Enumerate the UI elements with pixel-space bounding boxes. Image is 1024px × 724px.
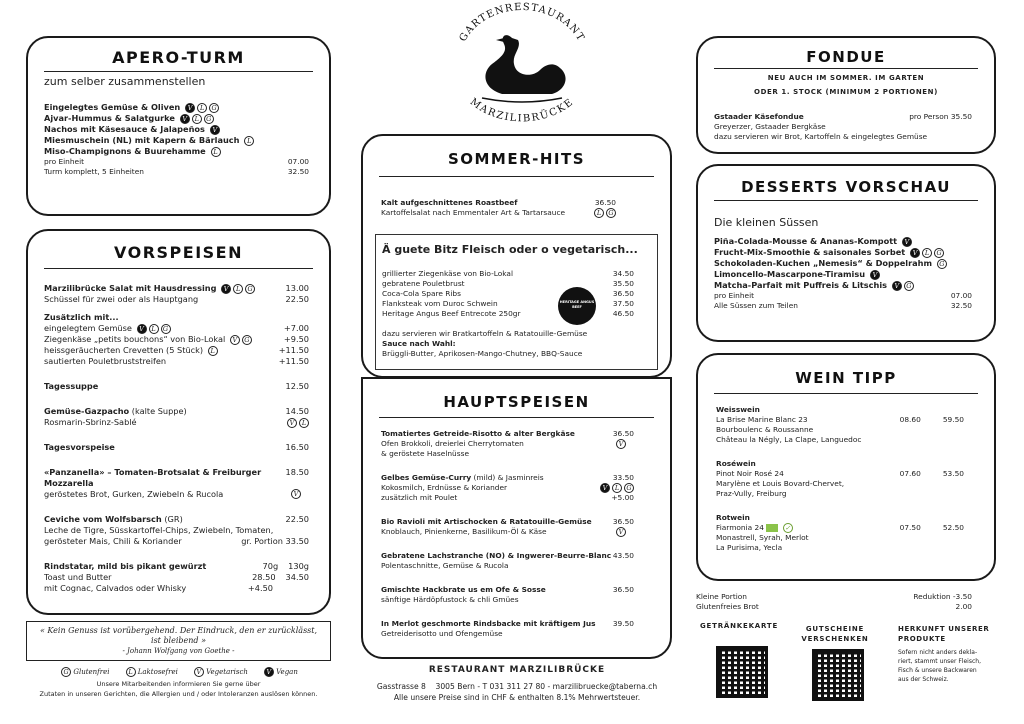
haupt-item-name: Tomatiertes Getreide-Risotto & alter Bergkäse <box>381 429 575 438</box>
wein-title: WEIN TIPP <box>795 369 897 387</box>
legend-note2: Zutaten in unseren Gerichten, die Allergien und / oder Intoleranzen auslösen können. <box>39 690 318 698</box>
haupt-item-name: Gelbes Gemüse-Curry <box>381 473 472 482</box>
wein-title-underline <box>714 393 978 394</box>
grill-price: 36.50 <box>612 289 634 298</box>
grill-item: grillierter Ziegenkäse von Bio-Lokal <box>382 269 513 278</box>
lactose-free-icon: L <box>233 284 243 294</box>
vegan-icon: V <box>600 483 610 493</box>
tatar-sub1: Toast und Butter <box>44 572 112 582</box>
extra-name: sautierten Pouletbruststreifen <box>44 356 167 366</box>
list-item: Miesmuschein (NL) mit Kapern & Bärlauch L <box>44 135 309 146</box>
wein-type: Roséwein <box>716 459 756 468</box>
grill-item: Flanksteak vom Duroc Schwein <box>382 299 498 308</box>
lactose-free-icon: L <box>197 103 207 113</box>
haupt-item-note: (mild) & Jasminreis <box>471 473 544 482</box>
grill-list <box>382 269 634 319</box>
angus-stamp-icon <box>558 287 596 325</box>
legend-laktosefrei: Laktosefrei <box>137 668 178 676</box>
haupt-item-name: Bio Ravioli mit Artischocken & Ratatouille-Gemüse <box>381 517 592 526</box>
tatar-p2: 34.50 <box>285 572 309 582</box>
wein-price-bottle: 59.50 <box>942 415 964 424</box>
vegetarian-icon: V <box>616 439 626 449</box>
price-row: pro Einheit 07.00 <box>44 157 309 166</box>
wein-line: Marylène et Louis Bovard-Chervet, <box>716 479 845 488</box>
fondue-subtitle <box>698 71 994 99</box>
roastbeef-price: 36.50 <box>594 198 616 207</box>
list-item: Ajvar-Hummus & Salatgurke V L G <box>44 113 309 124</box>
gazpacho-sub: Rosmarin-Sbrinz-Sablé <box>44 417 137 427</box>
roastbeef <box>381 198 616 218</box>
grill-item: gebratene Pouletbrust <box>382 279 465 288</box>
extra-name: Ziegenkäse „petits bouchons“ von Bio-Lokal <box>44 334 226 344</box>
wein-list <box>716 405 964 553</box>
wein-price-bottle: 52.50 <box>942 523 964 532</box>
herkunft-text: aus der Schweiz. <box>898 676 949 683</box>
lactose-free-icon: L <box>208 346 218 356</box>
sommer-box <box>361 134 672 378</box>
grill-note: dazu servieren wir Bratkartoffeln & Ratatouille-Gemüse <box>382 329 588 338</box>
tatar-name: Rindstatar, mild bis pikant gewürzt <box>44 561 207 571</box>
ceviche-note: (GR) <box>161 514 183 524</box>
gluten-free-icon: G <box>606 208 616 218</box>
tatar-p1: 28.50 <box>252 572 276 582</box>
logo <box>442 2 602 130</box>
lactose-free-icon: L <box>126 667 136 677</box>
list-item: Frucht-Mix-Smoothie & saisonales Sorbet V L G <box>714 247 972 258</box>
panzanella-price: 18.50 <box>285 467 309 477</box>
gluten-free-icon: G <box>61 667 71 677</box>
footer-address: Gasstrasse 8 3005 Bern - T 031 311 27 80 - marzilibruecke@taberna.ch <box>376 682 658 691</box>
sauce-title: Sauce nach Wahl: <box>382 339 456 348</box>
vorspeisen-title-underline <box>44 268 313 269</box>
desserts-title: DESSERTS VORSCHAU <box>741 178 951 196</box>
haupt-item-sub-price: +5.00 <box>611 493 634 502</box>
fondue-title-underline <box>714 68 978 69</box>
herkunft-text: riert, stammt unser Fleisch, <box>898 658 981 665</box>
legend-vegan: Vegan <box>276 668 298 676</box>
salat-name: Marzilibrücke Salat mit Hausdressing <box>44 283 217 293</box>
lactose-free-icon: L <box>594 208 604 218</box>
haupt-item-sub: Ofen Brokkoli, dreierlei Cherrytomaten <box>381 439 524 448</box>
tagesvorspeise-price: 16.50 <box>285 442 309 452</box>
gluten-price: 2.00 <box>955 602 972 611</box>
gluten-free-icon: G <box>204 114 214 124</box>
gluten-free-icon: G <box>934 248 944 258</box>
lactose-free-icon: L <box>192 114 202 124</box>
fondue-subtitle1: NEU AUCH IM SOMMER. IM GARTEN <box>767 74 925 82</box>
list-item: Eingelegtes Gemüse & Oliven V L G <box>44 102 309 113</box>
haupt-title: HAUPTSPEISEN <box>443 393 590 411</box>
footer-name: RESTAURANT MARZILIBRÜCKE <box>428 665 606 675</box>
list-item: Matcha-Parfait mit Puffreis & Litschis V G <box>714 280 972 291</box>
haupt-item-sub: zusätzlich mit Poulet <box>381 493 458 502</box>
ceviche-price: 22.50 <box>285 514 309 524</box>
vegan-icon: V <box>180 114 190 124</box>
haupt-item-name: Gmischte Hackbrate us em Ofe & Sosse <box>381 585 546 594</box>
haupt-title-underline <box>379 417 654 418</box>
haupt-item-price: 36.50 <box>612 585 634 594</box>
lactose-free-icon: L <box>922 248 932 258</box>
ceviche-sub2-price: gr. Portion 33.50 <box>241 536 309 546</box>
extra-price: +9.50 <box>283 334 309 344</box>
tagessuppe-name: Tagessuppe <box>44 381 99 391</box>
lactose-free-icon: L <box>244 136 254 146</box>
herkunft-title2: PRODUKTE <box>898 635 946 643</box>
wein-name: Pinot Noir Rosé 24 <box>716 469 784 478</box>
lactose-free-icon: L <box>612 483 622 493</box>
list-item: Schokoladen-Kuchen „Nemesis“ & Doppelrahm G <box>714 258 972 269</box>
wein-line: Praz-Vully, Freiburg <box>716 489 787 498</box>
quote-box <box>26 621 331 661</box>
logo-bottom-text: MARZILIBRÜCKE <box>467 96 577 125</box>
grill-price: 34.50 <box>612 269 634 278</box>
gluten-free-icon: G <box>624 483 634 493</box>
vegan-icon: V <box>902 237 912 247</box>
vegetarian-icon: V <box>616 527 626 537</box>
wein-price-glass: 07.50 <box>899 523 921 532</box>
fondue-item <box>714 112 972 142</box>
extra-price: +11.50 <box>278 345 309 355</box>
wein-line: Château la Négly, La Clape, Languedoc <box>716 435 862 444</box>
haupt-item-price: 43.50 <box>612 551 634 560</box>
angus-stamp-text: HERITAGE ANGUS BEEF <box>559 300 595 309</box>
quote-author: - Johann Wolfgang von Goethe - <box>122 647 235 655</box>
tatar-w1: 70g <box>262 561 279 571</box>
gutscheine-label2: VERSCHENKEN <box>801 635 869 643</box>
extras-title: Zusätzlich mit... <box>44 312 119 322</box>
extra-price: +11.50 <box>278 356 309 366</box>
grill-price: 46.50 <box>612 309 634 318</box>
grill-price: 37.50 <box>612 299 634 308</box>
fondue-name: Gstaader Käsefondue <box>714 112 804 121</box>
logo-top-text: GARTENRESTAURANT <box>457 2 587 44</box>
gazpacho-price: 14.50 <box>285 406 309 416</box>
grill-item: Heritage Angus Beef Entrecote 250gr <box>382 309 521 318</box>
vorspeisen-content <box>44 283 309 594</box>
ceviche-sub1: Leche de Tigre, Süsskartoffel-Chips, Zwiebeln, Tomaten, <box>44 525 274 535</box>
vegan-icon: V <box>892 281 902 291</box>
gluten-free-icon: G <box>904 281 914 291</box>
haupt-item-sub: & geröstete Haselnüsse <box>381 449 469 458</box>
salat-sub-price: 22.50 <box>285 294 309 304</box>
vorspeisen-box <box>26 229 331 615</box>
vegan-icon: V <box>910 248 920 258</box>
wein-name: Fiarmonia 24 <box>716 523 764 532</box>
gutscheine-qr-icon[interactable] <box>812 649 864 701</box>
gutscheine-label1: GUTSCHEINE <box>805 625 865 633</box>
vegan-icon: V <box>870 270 880 280</box>
vegetarian-icon: V <box>291 489 301 499</box>
price-row: pro Einheit 07.00 <box>714 291 972 300</box>
herkunft-text: Fisch & unsere Backwaren <box>898 667 977 674</box>
list-item: Limoncello-Mascarpone-Tiramisu V <box>714 269 972 280</box>
portion-extras <box>696 592 972 612</box>
haupt-item-price: 39.50 <box>612 619 634 628</box>
haupt-item-sub: Kokosmilch, Erdnüsse & Koriander <box>381 483 508 492</box>
haupt-item-price: 36.50 <box>612 429 634 438</box>
legend-row <box>26 667 331 677</box>
legend-glutenfrei: Glutenfrei <box>73 668 110 676</box>
list-item: Piña-Colada-Mousse & Ananas-Kompott V <box>714 236 972 247</box>
sommer-title: SOMMER-HITS <box>447 150 586 168</box>
herkunft-text: Sofern nicht anders dekla- <box>898 649 978 656</box>
desserts-box <box>696 164 996 342</box>
haupt-box <box>361 377 672 659</box>
gazpacho-name: Gemüse-Gazpacho <box>44 406 130 416</box>
gluten-free-icon: G <box>209 103 219 113</box>
haupt-item-price: 36.50 <box>612 517 634 526</box>
apero-list <box>44 102 309 177</box>
tagessuppe-price: 12.50 <box>285 381 309 391</box>
wein-line: La Purisima, Yecla <box>716 543 783 552</box>
lactose-free-icon: L <box>149 324 159 334</box>
fondue-title: FONDUE <box>806 48 886 66</box>
apero-title-underline <box>44 71 313 72</box>
grill-box <box>375 234 658 370</box>
tatar-sub2: mit Cognac, Calvados oder Whisky <box>44 583 187 593</box>
vegan-icon: V <box>210 125 220 135</box>
panzanella-name: «Panzanella» – Tomaten-Brotsalat & Freiburger Mozzarella <box>44 467 262 488</box>
vegetarian-icon: V <box>194 667 204 677</box>
ceviche-sub2: gerösteter Mais, Chili & Koriander <box>44 536 182 546</box>
price-row: Alle Süssen zum Teilen 32.50 <box>714 301 972 310</box>
list-item: Nachos mit Käsesauce & Jalapeños V <box>44 124 309 135</box>
herkunft <box>898 624 998 684</box>
tatar-p3: +4.50 <box>247 583 273 593</box>
kleine-price: Reduktion -3.50 <box>913 592 972 601</box>
wein-type: Weisswein <box>716 405 760 414</box>
haupt-item-sub: sänftige Härdöpfustock & chli Gmües <box>381 595 519 604</box>
panzanella-sub: geröstetes Brot, Gurken, Zwiebeln & Rucola <box>44 489 224 499</box>
fondue-sub1: Greyerzer, Gstaader Bergkäse <box>714 122 826 131</box>
vegan-icon: V <box>264 667 274 677</box>
price-row: Turm komplett, 5 Einheiten 32.50 <box>44 167 309 176</box>
grill-title: Ä guete Bitz Fleisch oder o vegetarisch... <box>382 243 638 256</box>
lactose-free-icon: L <box>211 147 221 157</box>
kleine-label: Kleine Portion <box>696 592 747 601</box>
extra-name: eingelegtem Gemüse <box>44 323 132 333</box>
vegan-icon: V <box>221 284 231 294</box>
vegan-icon: V <box>185 103 195 113</box>
fondue-box <box>696 36 996 154</box>
wein-line: Bourboulenc & Roussanne <box>716 425 814 434</box>
sommer-title-underline <box>379 176 654 177</box>
wein-box <box>696 353 996 581</box>
roastbeef-name: Kalt aufgeschnittenes Roastbeef <box>381 198 518 207</box>
getraenke-qr-icon[interactable] <box>716 646 768 698</box>
gluten-label: Glutenfreies Brot <box>696 602 759 611</box>
sauces: Brüggli-Butter, Aprikosen-Mango-Chutney, BBQ-Sauce <box>382 349 583 358</box>
haupt-item-sub: Polentaschnitte, Gemüse & Rucola <box>381 561 509 570</box>
herkunft-title1: HERKUNFT UNSERER <box>898 625 990 633</box>
apero-box <box>26 36 331 216</box>
vorspeisen-title: VORSPEISEN <box>114 243 243 262</box>
fondue-price: pro Person 35.50 <box>909 112 972 121</box>
wein-price-bottle: 53.50 <box>942 469 964 478</box>
apero-title: APERO-TURM <box>112 48 245 67</box>
legend <box>26 667 331 699</box>
lactose-free-icon: L <box>299 418 309 428</box>
vegan-icon: V <box>137 324 147 334</box>
footer-note: Alle unsere Preise sind in CHF & enthalten 8.1% Mehrwertsteuer. <box>393 693 641 702</box>
gluten-free-icon: G <box>161 324 171 334</box>
getraenke-label: GETRÄNKEKARTE <box>700 622 779 630</box>
gazpacho-note: (kalte Suppe) <box>129 406 187 416</box>
tagesvorspeise-name: Tagesvorspeise <box>44 442 115 452</box>
list-item: Miso-Champignons & Buurehamme L <box>44 146 309 157</box>
legend-vegetarisch: Vegetarisch <box>206 668 248 676</box>
haupt-item-name: In Merlot geschmorte Rindsbacke mit kräftigem Jus <box>381 619 596 628</box>
legend-note1: Unsere Mitarbeitenden informieren Sie gerne über <box>96 680 261 688</box>
gutscheine-label <box>792 624 878 644</box>
ceviche-name: Ceviche vom Wolfsbarsch <box>44 514 162 524</box>
haupt-list <box>381 429 634 639</box>
gluten-free-icon: G <box>242 335 252 345</box>
salat-sub: Schüssel für zwei oder als Hauptgang <box>44 294 199 304</box>
grill-price: 35.50 <box>612 279 634 288</box>
wein-type: Rotwein <box>716 513 750 522</box>
wein-name: La Brise Marine Blanc 23 <box>716 415 808 424</box>
haupt-item-sub: Knoblauch, Pinienkerne, Basilikum-Öl & Käse <box>381 527 547 536</box>
vegetarian-icon: V <box>287 418 297 428</box>
footer <box>350 664 684 703</box>
salat-price: 13.00 <box>285 283 309 293</box>
tatar-w2: 130g <box>288 561 309 571</box>
gluten-free-icon: G <box>245 284 255 294</box>
vegan-leaf-icon: ✓ <box>783 523 793 533</box>
apero-subtitle: zum selber zusammenstellen <box>44 75 206 88</box>
wein-line: Monastrell, Syrah, Merlot <box>716 533 809 542</box>
desserts-list <box>714 236 972 311</box>
fondue-sub2: dazu servieren wir Brot, Kartoffeln & eingelegtes Gemüse <box>714 132 928 141</box>
bio-label-icon <box>766 524 778 532</box>
quote-text: « Kein Genuss ist vorübergehend. Der Eindruck, den er zurücklässt, ist bleibend » <box>39 626 318 645</box>
haupt-item-name: Gebratene Lachstranche (NO) & Ingwerer-Beurre-Blanc <box>381 551 612 560</box>
fondue-subtitle2: ODER 1. STOCK (MINIMUM 2 PORTIONEN) <box>754 88 938 96</box>
desserts-subtitle: Die kleinen Süssen <box>714 216 819 229</box>
desserts-title-underline <box>714 200 978 201</box>
wein-price-glass: 07.60 <box>899 469 921 478</box>
grill-item: Coca-Cola Spare Ribs <box>382 289 461 298</box>
vegetarian-icon: V <box>230 335 240 345</box>
extra-price: +7.00 <box>283 323 309 333</box>
gluten-free-icon: G <box>937 259 947 269</box>
extra-name: heissgeräucherten Crevetten (5 Stück) <box>44 345 204 355</box>
haupt-item-price: 33.50 <box>612 473 634 482</box>
wein-price-glass: 08.60 <box>899 415 921 424</box>
swan-logo-icon <box>442 2 602 130</box>
haupt-item-sub: Getreiderisotto und Ofengemüse <box>381 629 503 638</box>
roastbeef-sub: Kartoffelsalat nach Emmentaler Art & Tartarsauce <box>381 208 566 217</box>
